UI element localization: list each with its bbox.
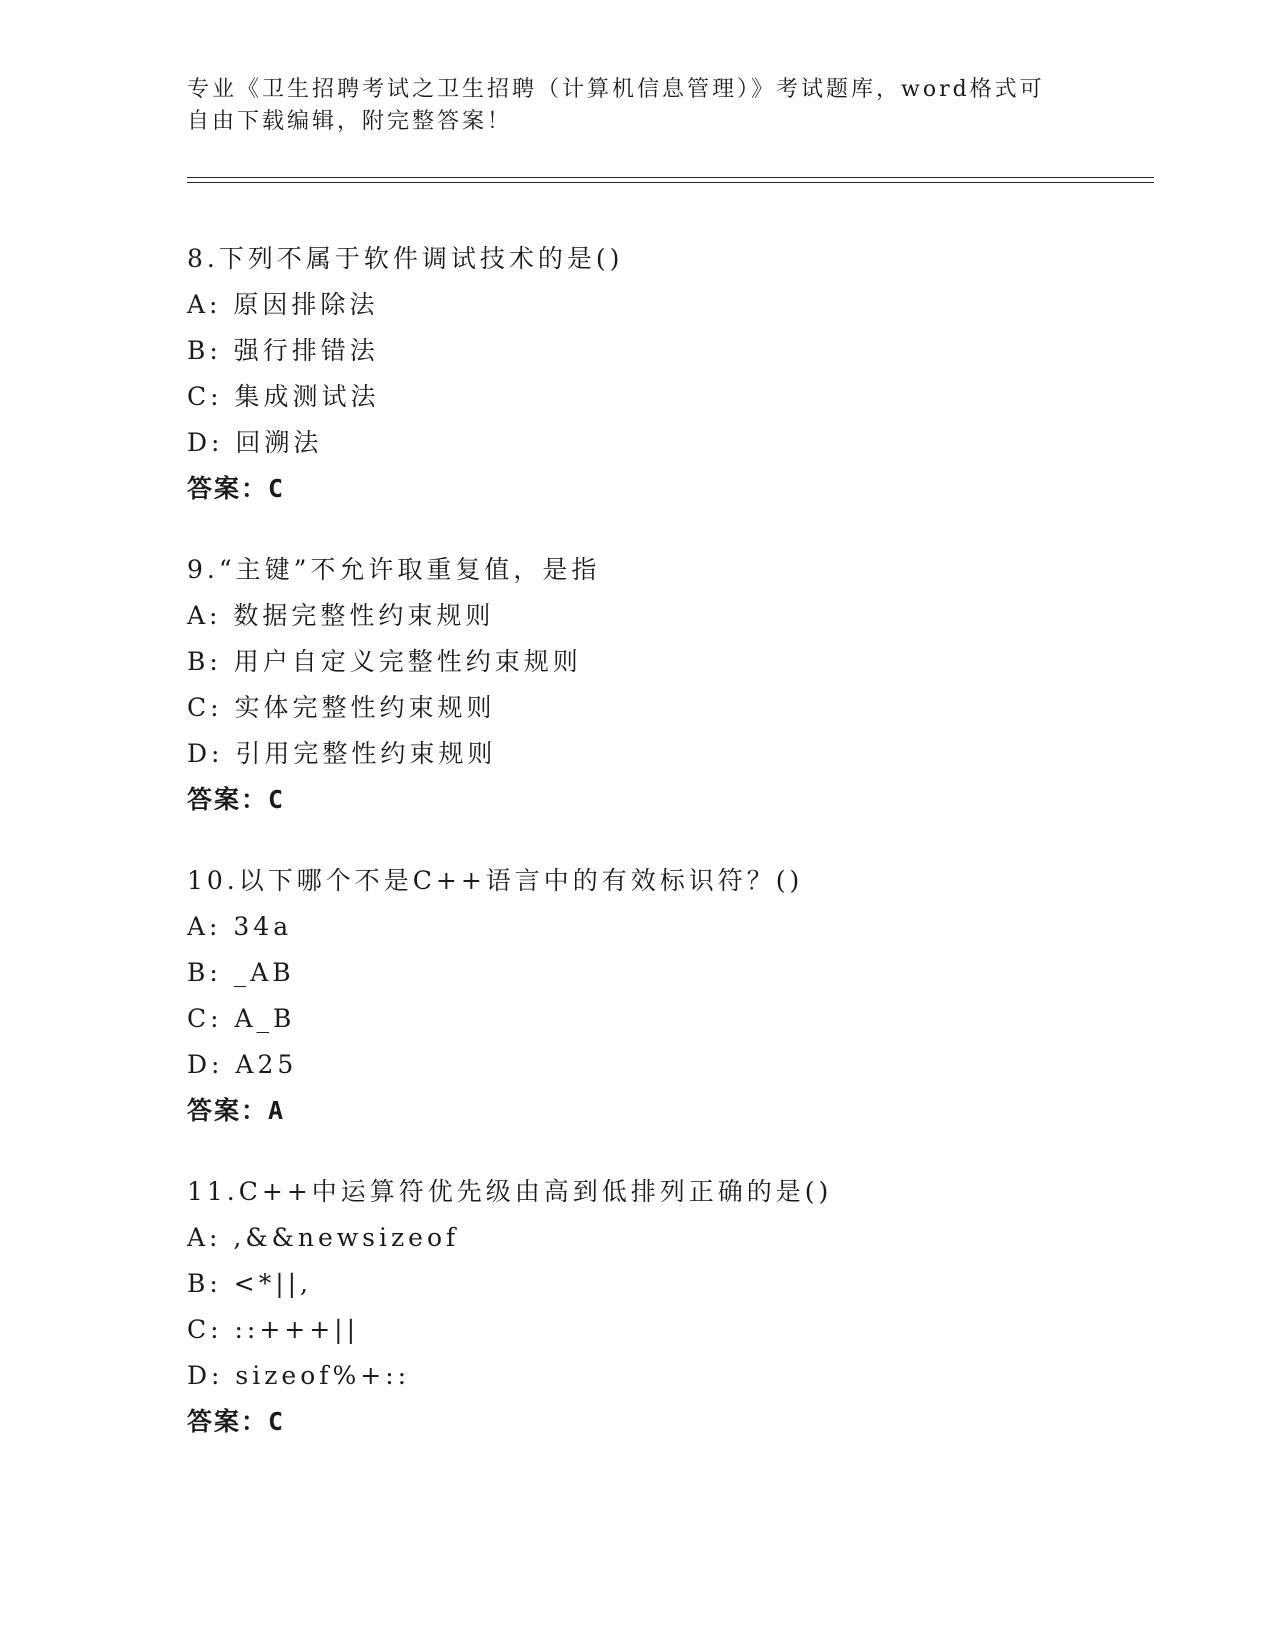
option-b: B: 用户自定义完整性约束规则 [187, 647, 582, 676]
option-b: B: 强行排错法 [187, 336, 379, 365]
question-11 [187, 1169, 1147, 1445]
option-a: A: 原因排除法 [187, 290, 379, 319]
document-header [187, 74, 1067, 138]
option-a: A: 数据完整性约束规则 [187, 601, 495, 630]
option-d: D: 引用完整性约束规则 [187, 739, 497, 768]
header-divider-bottom [187, 182, 1154, 183]
question-8 [187, 236, 1147, 512]
answer-line: 答案：A [187, 1096, 286, 1125]
question-stem: 8.下列不属于软件调试技术的是() [187, 244, 624, 273]
question-stem: 10.以下哪个不是C++语言中的有效标识符？() [187, 866, 804, 895]
question-stem: 11.C++中运算符优先级由高到低排列正确的是() [187, 1177, 833, 1206]
option-c: C: ::+++|| [187, 1315, 360, 1344]
answer-line: 答案：C [187, 785, 286, 814]
option-c: C: 集成测试法 [187, 382, 380, 411]
question-10 [187, 858, 1147, 1134]
question-list [187, 236, 1147, 1480]
question-9 [187, 547, 1147, 823]
option-c: C: A_B [187, 1004, 296, 1033]
option-b: B: _AB [187, 958, 295, 987]
option-d: D: A25 [187, 1050, 298, 1079]
option-c: C: 实体完整性约束规则 [187, 693, 496, 722]
header-text: 专业《卫生招聘考试之卫生招聘（计算机信息管理）》考试题库，word格式可自由下载编辑，附完整答案！ [187, 77, 1045, 134]
question-stem: 9.“主键”不允许取重复值，是指 [187, 555, 601, 584]
option-d: D: 回溯法 [187, 428, 323, 457]
answer-line: 答案：C [187, 1407, 286, 1436]
option-a: A: ,&&newsizeof [187, 1223, 460, 1252]
option-b: B: <*||, [187, 1269, 312, 1298]
option-a: A: 34a [187, 912, 293, 941]
option-d: D: sizeof%+:: [187, 1361, 411, 1390]
header-divider-top [187, 177, 1154, 178]
answer-line: 答案：C [187, 474, 286, 503]
